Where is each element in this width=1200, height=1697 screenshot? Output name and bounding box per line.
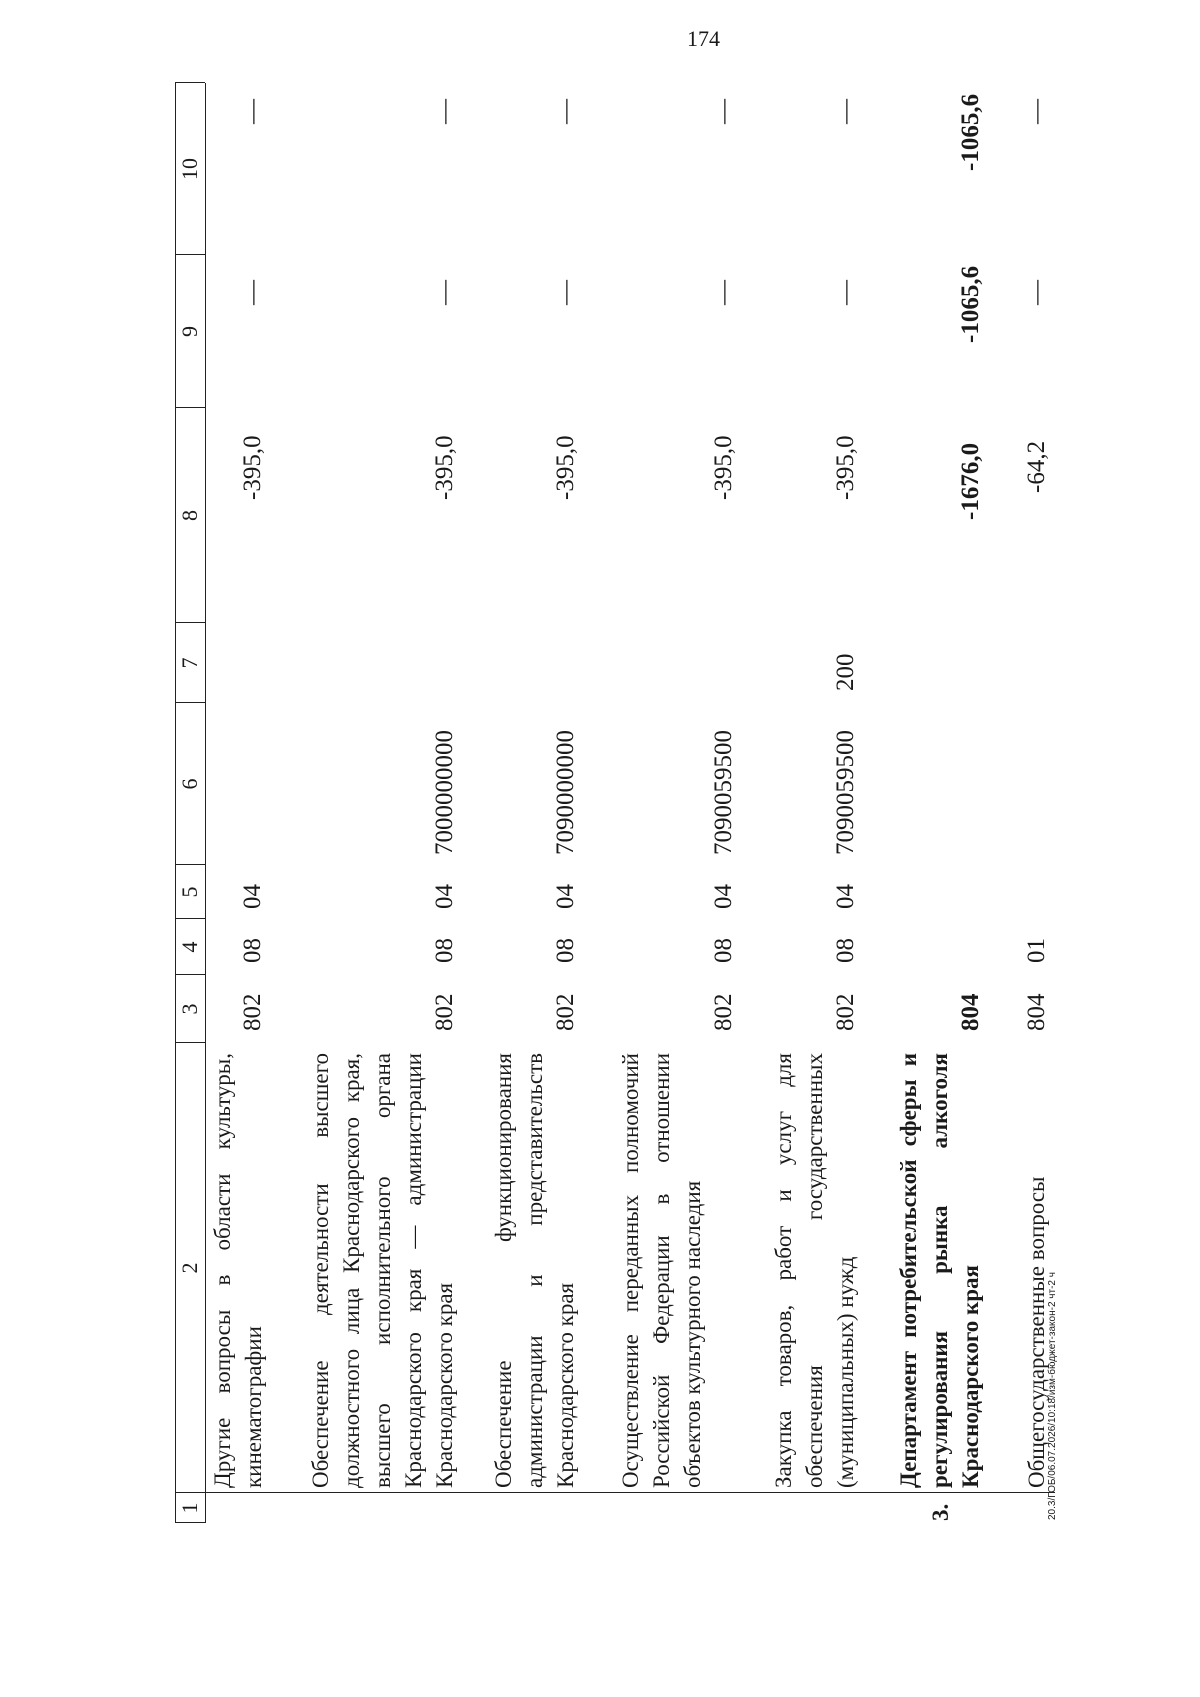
cell-c5: 04 bbox=[431, 884, 458, 909]
col-separator bbox=[175, 1492, 1055, 1493]
cell-c4: 08 bbox=[239, 938, 266, 963]
cell-c10: — bbox=[832, 99, 859, 124]
cell-c10: -1065,6 bbox=[957, 93, 984, 171]
cell-c5: 04 bbox=[239, 884, 266, 909]
row-description: Закупка товаров, работ и услуг для обеспечения государственных (муниципальных) нужд bbox=[771, 1053, 858, 1488]
cell-c8: -1676,0 bbox=[957, 442, 984, 520]
cell-c4: 08 bbox=[832, 938, 859, 963]
cell-c3: 804 bbox=[1023, 993, 1050, 1031]
cell-c8: -64,2 bbox=[1023, 440, 1050, 493]
row-description: Департамент потребительской сферы и регулирования рынка алкоголя Краснодарского края bbox=[896, 1053, 983, 1488]
document-footer: 20.3/ГОБ/06.07.2026/10:18/изм-бюджет-закон-2 чт-2 ч bbox=[1047, 1272, 1058, 1520]
col-header-6: 6 bbox=[177, 778, 202, 790]
cell-c10: — bbox=[431, 99, 458, 124]
col-header-8: 8 bbox=[177, 510, 202, 521]
cell-c3: 802 bbox=[832, 993, 859, 1031]
cell-c9: -1065,6 bbox=[957, 265, 984, 343]
cell-c4: 08 bbox=[431, 938, 458, 963]
row-description: Общегосударственные вопросы bbox=[1024, 1176, 1049, 1488]
cell-c6: 7000000000 bbox=[431, 730, 458, 855]
col-header-10: 10 bbox=[177, 158, 202, 180]
cell-c3: 804 bbox=[957, 993, 984, 1031]
header-bottom-border bbox=[205, 83, 206, 1523]
cell-c4: 08 bbox=[552, 938, 579, 963]
cell-c5: 04 bbox=[552, 884, 579, 909]
cell-c8: -395,0 bbox=[552, 435, 579, 500]
cell-c10: — bbox=[1023, 99, 1050, 124]
cell-c9: — bbox=[710, 280, 737, 305]
cell-c10: — bbox=[552, 99, 579, 124]
cell-c8: -395,0 bbox=[239, 435, 266, 500]
cell-c9: — bbox=[1023, 280, 1050, 305]
cell-c9: — bbox=[832, 280, 859, 305]
cell-c3: 802 bbox=[710, 993, 737, 1031]
cell-c6: 7090059500 bbox=[710, 730, 737, 855]
col-header-2: 2 bbox=[177, 1262, 202, 1274]
cell-c8: -395,0 bbox=[431, 435, 458, 500]
cell-c6: 7090000000 bbox=[552, 730, 579, 855]
col-header-1: 1 bbox=[177, 1502, 202, 1514]
budget-table bbox=[175, 3, 1055, 1523]
col-header-5: 5 bbox=[177, 886, 202, 898]
cell-c10: — bbox=[710, 99, 737, 124]
cell-c3: 802 bbox=[552, 993, 579, 1031]
page-number: 174 bbox=[687, 26, 720, 51]
cell-c4: 08 bbox=[710, 938, 737, 963]
cell-c8: -395,0 bbox=[832, 435, 859, 500]
cell-c5: 04 bbox=[710, 884, 737, 909]
cell-c10: — bbox=[239, 99, 266, 124]
cell-c5: 04 bbox=[832, 884, 859, 909]
row-description: Другие вопросы в области культуры, кинематографии bbox=[210, 1053, 266, 1488]
cell-c4: 01 bbox=[1023, 938, 1050, 963]
col-header-3: 3 bbox=[177, 1003, 202, 1015]
col-header-4: 4 bbox=[177, 941, 202, 953]
cell-c3: 802 bbox=[431, 993, 458, 1031]
row-description: Обеспечение функционирования администрации и представительств Краснодарского края bbox=[491, 1053, 578, 1488]
row-description: Осуществление переданных полномочий Российской Федерации в отношении объектов культурного наследия bbox=[618, 1053, 705, 1488]
col-header-7: 7 bbox=[177, 657, 202, 669]
row-number: 3. bbox=[928, 1503, 953, 1521]
cell-c6: 7090059500 bbox=[832, 730, 859, 855]
cell-c8: -395,0 bbox=[710, 435, 737, 500]
cell-c9: — bbox=[239, 280, 266, 305]
cell-c7: 200 bbox=[832, 653, 859, 691]
cell-c9: — bbox=[431, 280, 458, 305]
col-header-9: 9 bbox=[177, 326, 202, 337]
row-description: Обеспечение деятельности высшего должностного лица Краснодарского края, высшего исполнительного органа Краснодарского края — администрации Краснодарского края bbox=[308, 1053, 457, 1488]
cell-c3: 802 bbox=[239, 993, 266, 1031]
cell-c9: — bbox=[552, 280, 579, 305]
